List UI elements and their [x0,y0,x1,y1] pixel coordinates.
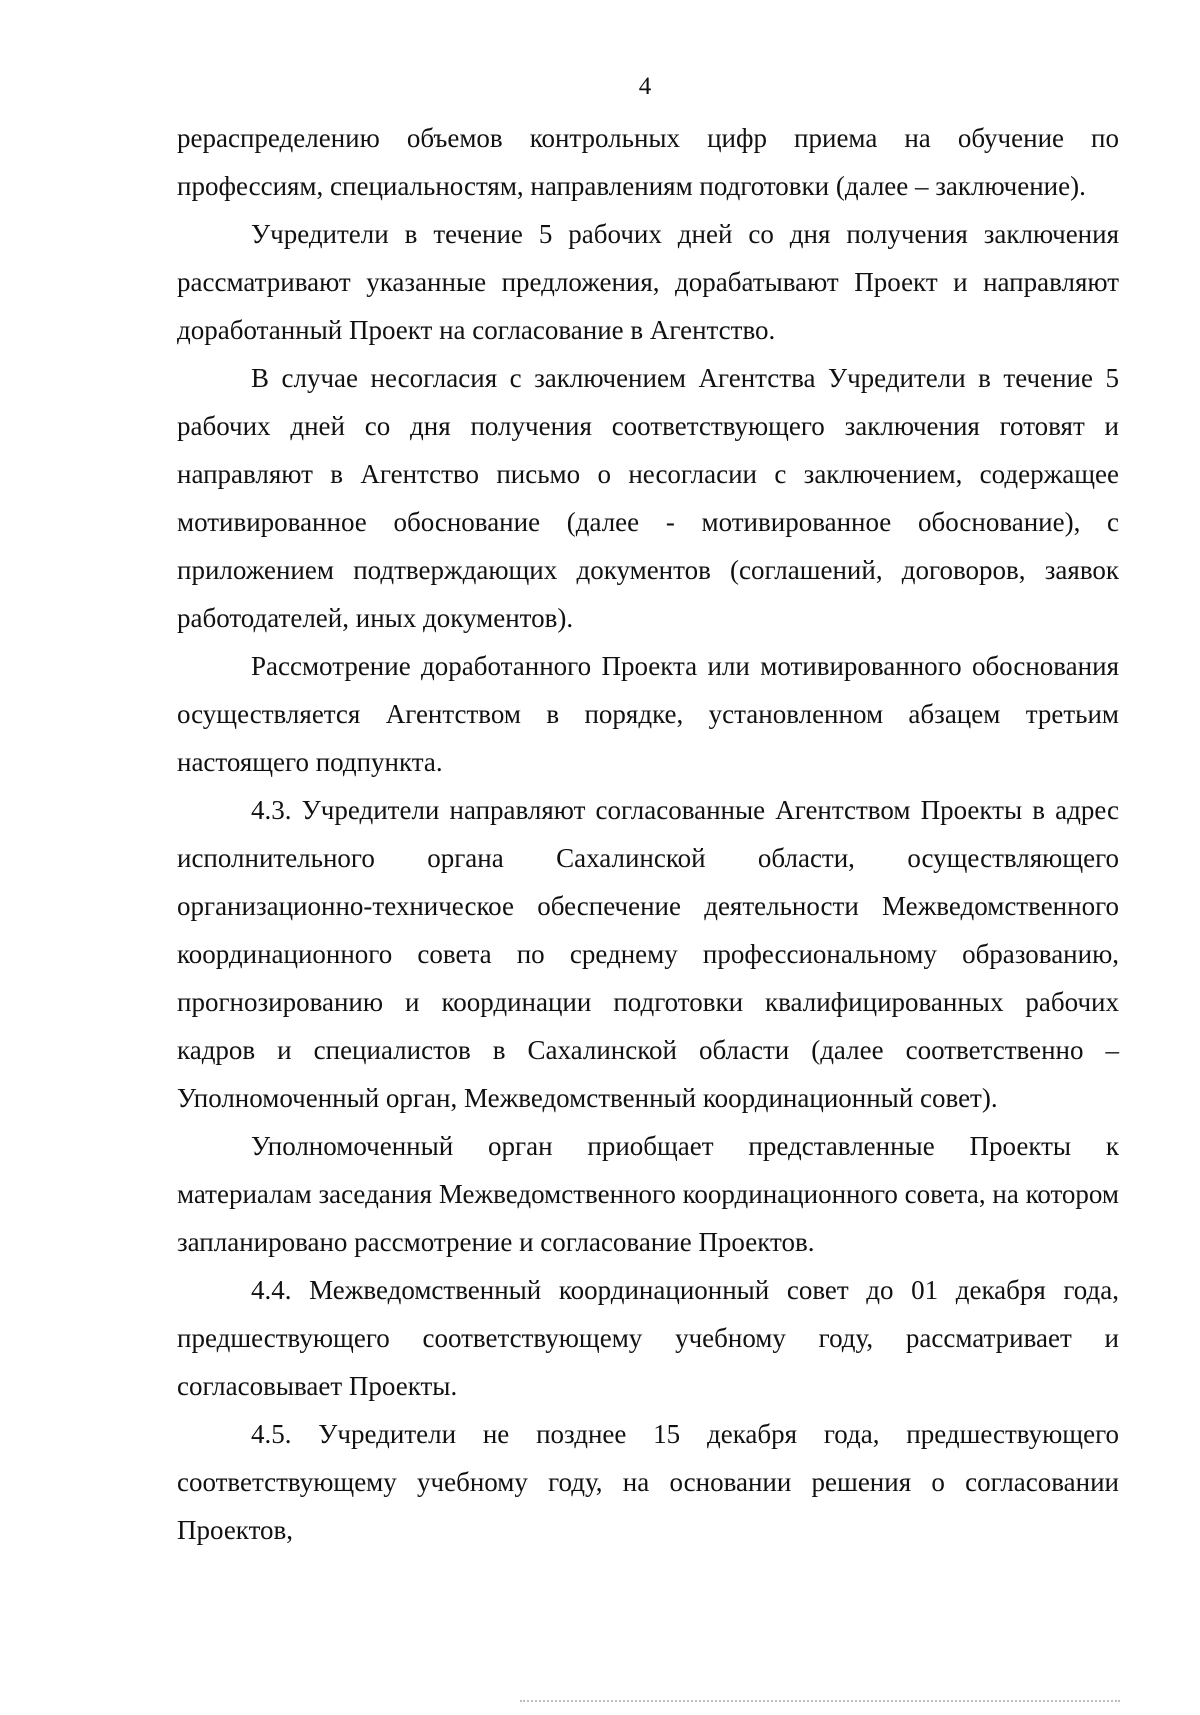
paragraph-review-procedure: Рассмотрение доработанного Проекта или мотивированного обоснования осуществляется Агентством в порядке, установленном абзацем третьим настоящего подпункта. [177,651,1119,777]
paragraph-4-3: 4.3. Учредители направляют согласованные Агентством Проекты в адрес исполнительного органа Сахалинской области, осуществляющего организационно-техническое обеспечение деятельности Межведомственного координационного совета по среднему профессиональному образованию, прогнозированию и координации подготовки квалифицированных рабочих кадров и специалистов в Сахалинской области (далее соответственно – Уполномоченный орган, Межведомственный координационный совет). [177,795,1119,1113]
paragraph-4-4: 4.4. Межведомственный координационный совет до 01 декабря года, предшествующего соответствующему учебному году, рассматривает и согласовывает Проекты. [177,1275,1119,1401]
bottom-divider [520,1700,1120,1702]
page-number: 4 [638,73,652,100]
paragraph-4-5: 4.5. Учредители не позднее 15 декабря года, предшествующего соответствующему учебному году, на основании решения о согласовании Проектов, [177,1419,1119,1545]
paragraph-continuation: рераспределению объемов контрольных цифр приема на обучение по профессиям, специальностям, направлениям подготовки (далее – заключение). [177,123,1119,201]
document-body [177,114,1119,1554]
paragraph-authorized-body: Уполномоченный орган приобщает представленные Проекты к материалам заседания Межведомственного координационного совета, на котором запланировано рассмотрение и согласование Проектов. [177,1131,1119,1257]
paragraph-founders-review: Учредители в течение 5 рабочих дней со дня получения заключения рассматривают указанные предложения, дорабатывают Проект и направляют доработанный Проект на согласование в Агентство. [177,219,1119,345]
paragraph-disagreement: В случае несогласия с заключением Агентства Учредители в течение 5 рабочих дней со дня получения соответствующего заключения готовят и направляют в Агентство письмо о несогласии с заключением, содержащее мотивированное обоснование (далее - мотивированное обоснование), с приложением подтверждающих документов (соглашений, договоров, заявок работодателей, иных документов). [177,363,1119,633]
